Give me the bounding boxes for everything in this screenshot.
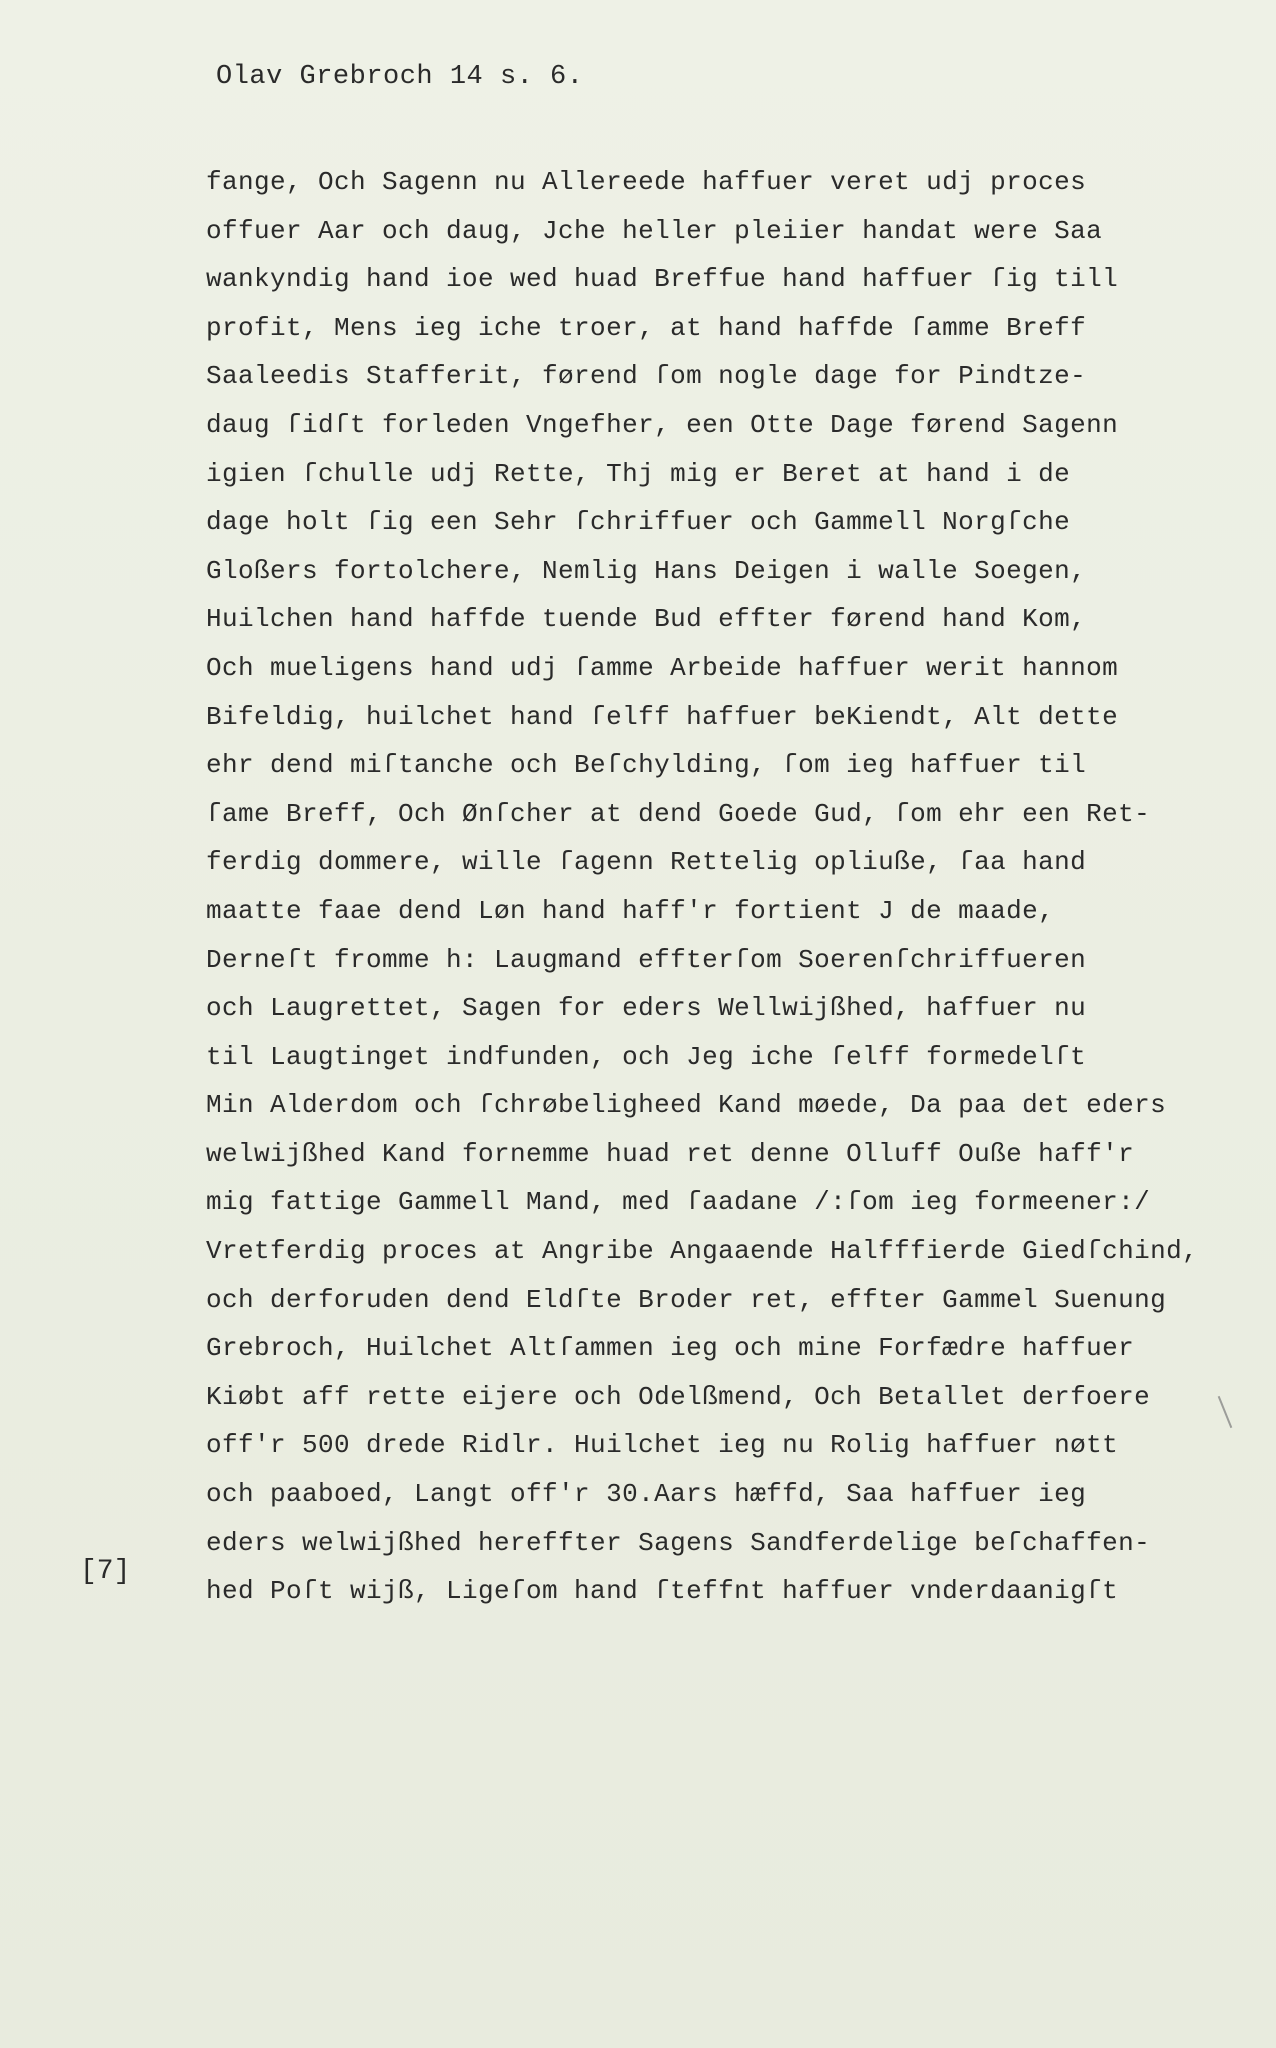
text-line: ferdig dommere, wille ſagenn Rettelig opliuße, ſaa hand xyxy=(206,847,1087,878)
text-line: til Laugtinget indfunden, och Jeg iche ſelff formedelſt xyxy=(206,1041,1087,1072)
text-line: welwijßhed Kand fornemme huad ret denne Olluff Ouße haff'r xyxy=(206,1138,1135,1169)
page-header: Olav Grebroch 14 s. 6. xyxy=(216,62,584,92)
text-line: ehr dend miſtanche och Beſchylding, ſom ieg haffuer til xyxy=(206,750,1087,781)
document-body xyxy=(206,158,1206,1616)
text-line: Saaleedis Stafferit, førend ſom nogle dage for Pindtze- xyxy=(206,361,1087,392)
text-line: daug ſidſt forleden Vngefher, een Otte Dage førend Sagenn xyxy=(206,409,1119,440)
text-line: offuer Aar och daug, Jche heller pleiier handat were Saa xyxy=(206,215,1103,246)
text-line: eders welwijßhed hereffter Sagens Sandferdelige beſchaffen- xyxy=(206,1527,1151,1558)
text-line: Derneſt fromme h: Laugmand effterſom Soerenſchriffueren xyxy=(206,944,1087,975)
text-line: dage holt ſig een Sehr ſchriffuer och Gammell Norgſche xyxy=(206,507,1071,538)
text-line: maatte faae dend Løn hand haff'r fortient J de maade, xyxy=(206,895,1055,926)
text-line: ſame Breff, Och Ønſcher at dend Goede Gud, ſom ehr een Ret- xyxy=(206,798,1151,829)
text-line: Grebroch, Huilchet Altſammen ieg och mine Forfædre haffuer xyxy=(206,1333,1135,1364)
text-line: Gloßers fortolchere, Nemlig Hans Deigen i walle Soegen, xyxy=(206,555,1087,586)
text-line: och Laugrettet, Sagen for eders Wellwijßhed, haffuer nu xyxy=(206,993,1087,1024)
text-line: och paaboed, Langt off'r 30.Aars hæffd, Saa haffuer ieg xyxy=(206,1479,1087,1510)
text-line: off'r 500 drede Ridlr. Huilchet ieg nu Rolig haffuer nøtt xyxy=(206,1430,1119,1461)
text-line: wankyndig hand ioe wed huad Breffue hand haffuer ſig till xyxy=(206,264,1119,295)
margin-page-number: [7] xyxy=(80,1556,131,1587)
text-line: fange, Och Sagenn nu Allereede haffuer veret udj proces xyxy=(206,167,1087,197)
text-line: Min Alderdom och ſchrøbeligheed Kand møede, Da paa det eders xyxy=(206,1090,1167,1121)
text-line: Kiøbt aff rette eijere och Odelßmend, Och Betallet derfoere xyxy=(206,1381,1151,1412)
text-line: mig fattige Gammell Mand, med ſaadane /:ſom ieg formeener:/ xyxy=(206,1187,1151,1218)
edge-mark xyxy=(1218,1396,1233,1428)
text-line: Bifeldig, huilchet hand ſelff haffuer beKiendt, Alt dette xyxy=(206,701,1119,732)
text-line: Huilchen hand haffde tuende Bud effter førend hand Kom, xyxy=(206,604,1087,635)
text-line: hed Poſt wijß, Ligeſom hand ſteffnt haffuer vnderdaanigſt xyxy=(206,1576,1119,1607)
text-line: profit, Mens ieg iche troer, at hand haffde ſamme Breff xyxy=(206,312,1087,343)
text-line: Vretferdig proces at Angribe Angaaende Halfffierde Giedſchind, xyxy=(206,1236,1199,1267)
text-line: Och mueligens hand udj ſamme Arbeide haffuer werit hannom xyxy=(206,652,1119,683)
text-line: och derforuden dend Eldſte Broder ret, effter Gammel Suenung xyxy=(206,1284,1167,1315)
text-line: igien ſchulle udj Rette, Thj mig er Beret at hand i de xyxy=(206,458,1071,489)
